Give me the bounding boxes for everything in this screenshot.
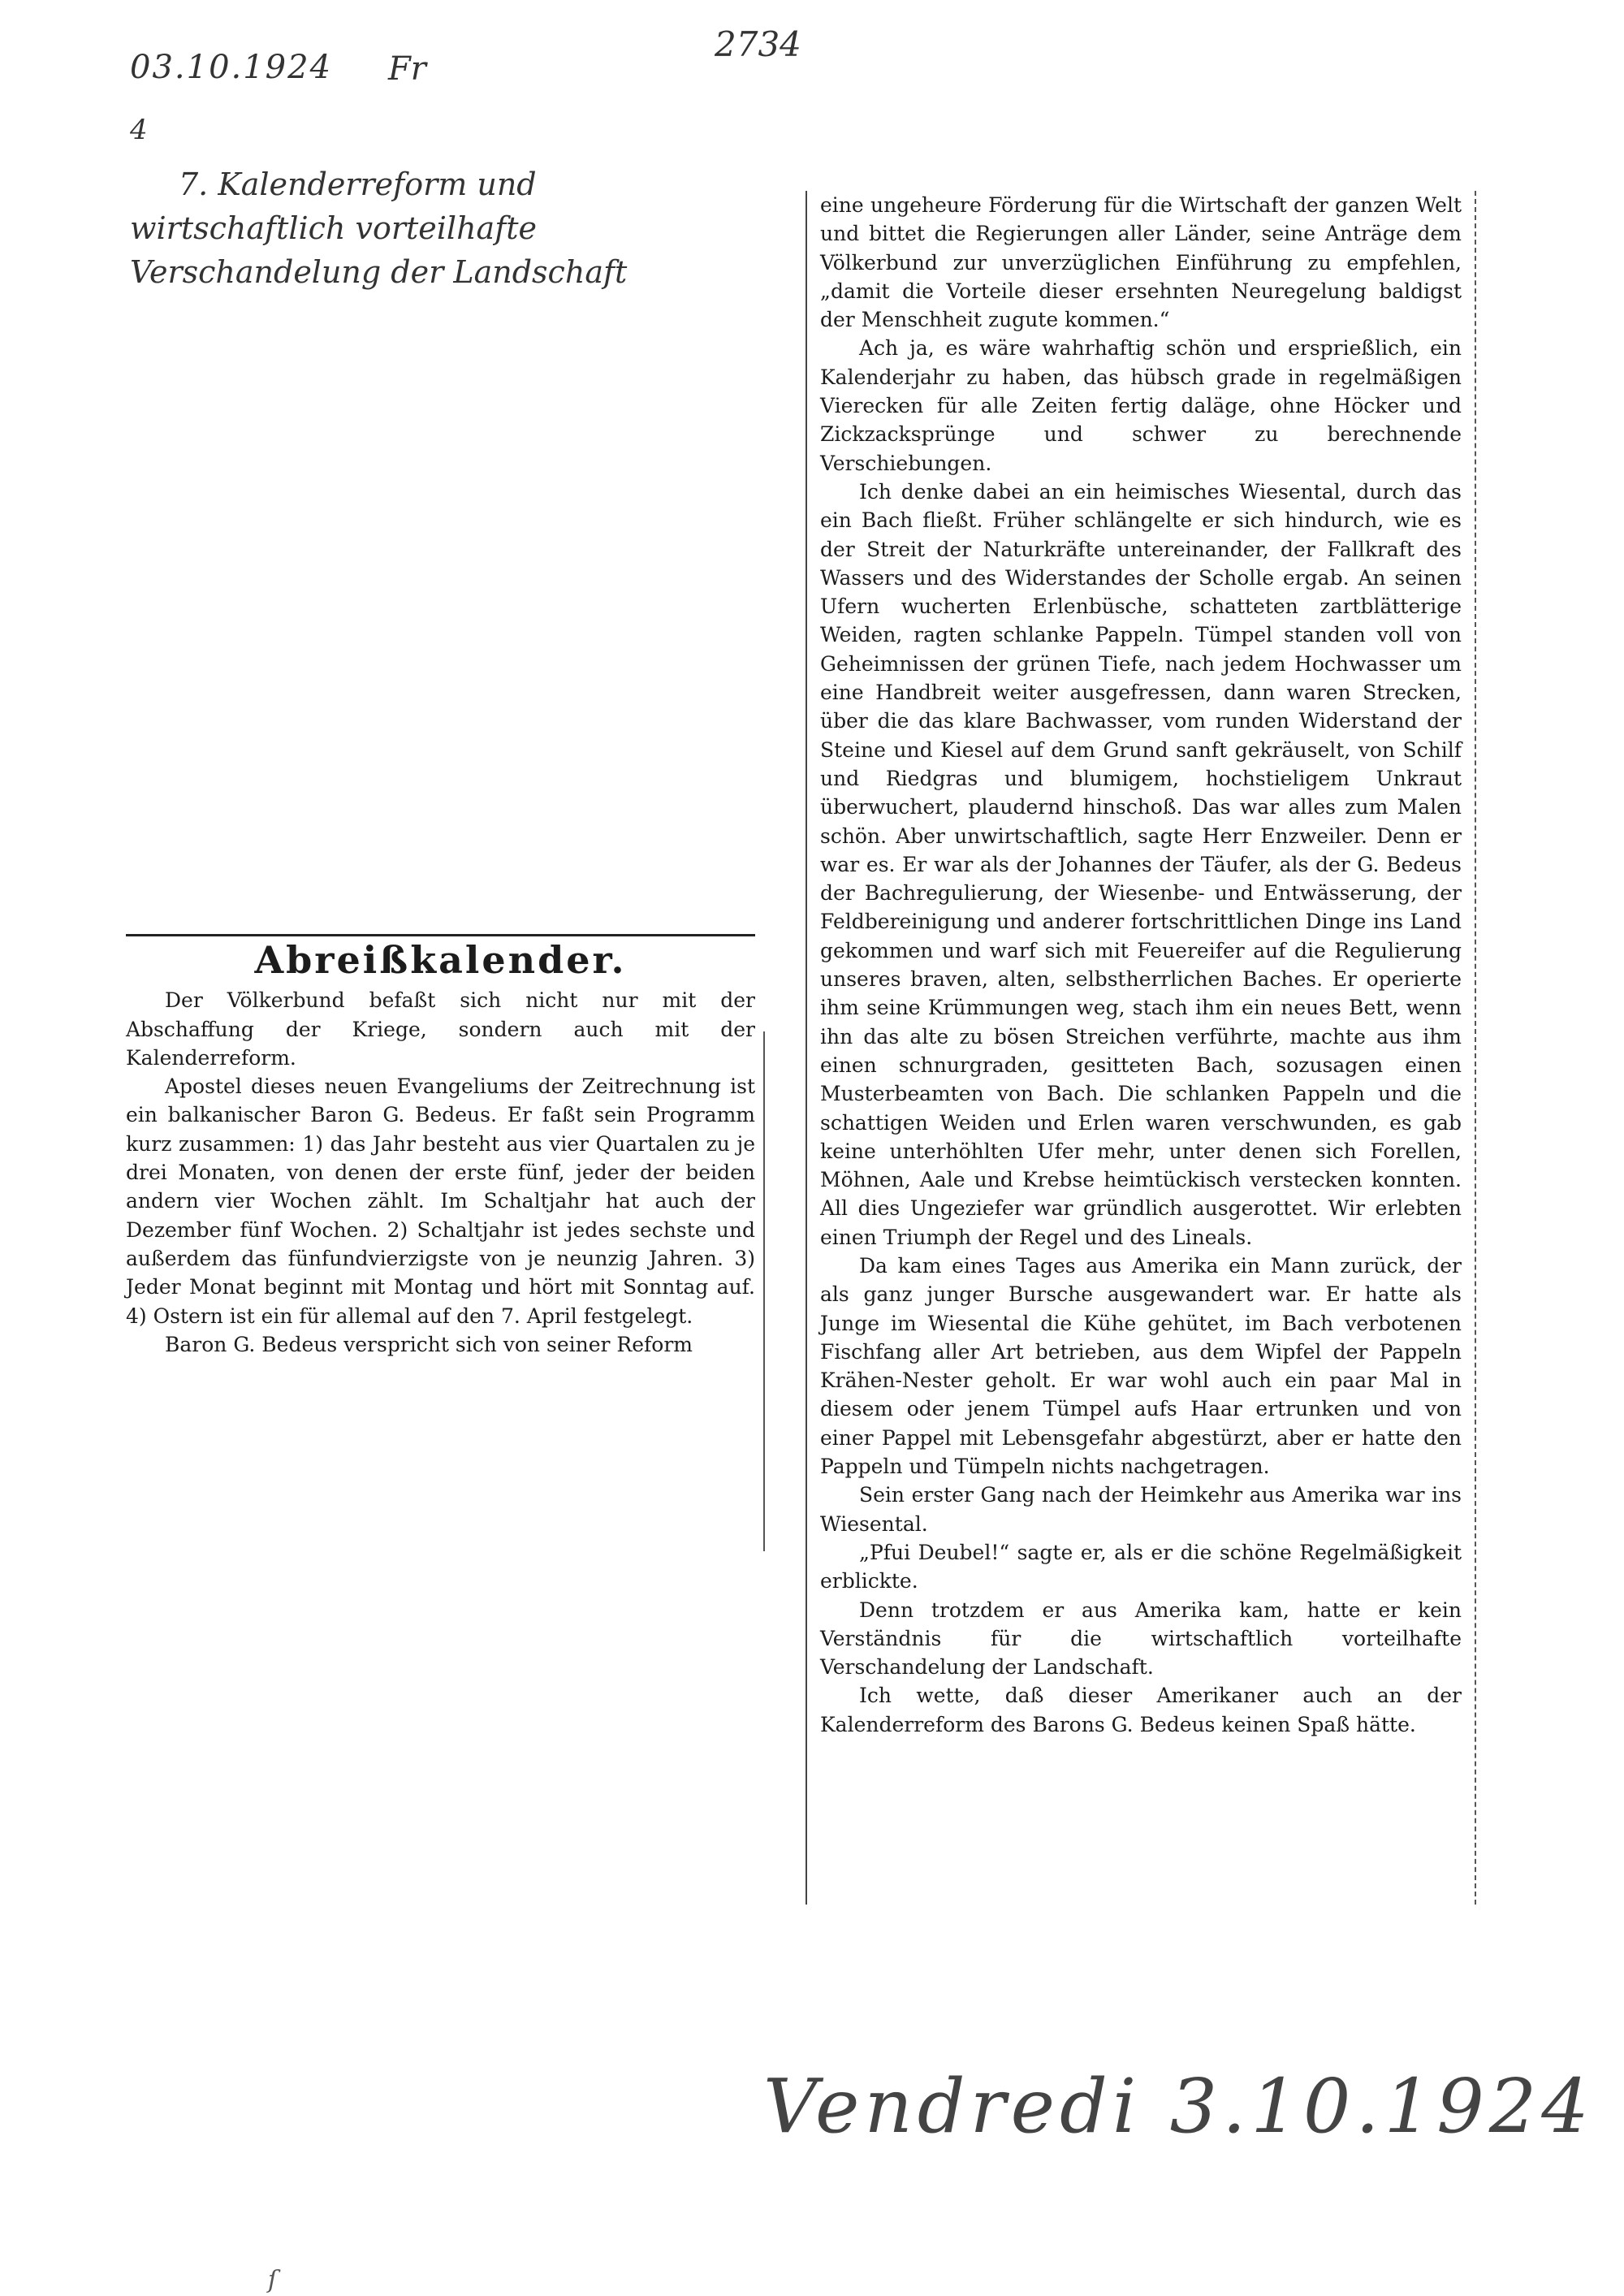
handwritten-date-bottom: Vendredi 3.10.1924 [763,2063,1594,2150]
note-line: wirtschaftlich vorteilhafte [130,210,538,246]
handwritten-date: 03.10.1924 [130,49,333,86]
clipping-edge [806,191,807,1905]
page-number: 2734 [715,24,801,64]
item-number: 4 [130,114,148,146]
column-rule [126,934,755,936]
article-paragraph: Der Völkerbund befaßt sich nicht nur mit der Abschaffung der Kriege, sondern auch mit der Kalenderreform. [126,988,755,1070]
note-line: Verschandelung der Landschaft [130,254,628,290]
article-paragraph: Ach ja, es wäre wahrhaftig schön und ersprießlich, ein Kalenderjahr zu haben, das hübsch grade in regelmäßigen Vierecken für alle Zeiten fertig daläge, ohne Höcker und Zickzacksprünge und schwer zu berechnende Verschiebungen. [820,336,1462,475]
article-paragraph: Ich denke dabei an ein heimisches Wiesental, durch das ein Bach fließt. Früher schlängelte er sich hindurch, wie es der Streit der Naturkräfte untereinander, der Fallkraft des Wassers und des Widerstandes der Scholle ergab. An seinen Ufern wucherten Erlenbüsche, schatteten zartblätterige Weiden, ragten schlanke Pappeln. Tümpel standen voll von Geheimnissen der grünen Tiefe, nach jedem Hochwasser um eine Handbreit weiter ausgefressen, dann waren Strecken, über die das klare Bachwasser, vom runden Widerstand der Steine und Kiesel auf dem Grund sanft gekräuselt, von Schilf und Riedgras und blumigem, hochstieligem Unkraut überwuchert, plaudernd hinschoß. Das war alles zum Malen schön. Aber unwirtschaftlich, sagte Herr Enzweiler. Denn er war es. Er war als der Johannes der Täufer, als der G. Bedeus der Bachregulierung, der Wiesenbe- und Entwässerung, der Feldbereinigung und anderer fortschrittlichen Dinge ins Land gekommen und warf sich mit Feuereifer auf die Regulierung unseres braven, alten, selbstherrlichen Baches. Er operierte ihm seine Krümmungen weg, stach ihm ein neues Bett, wenn ihn das alte zu bösen Streichen verführte, machte aus ihm einen schnurgraden, gesitteten Bach, sozusagen einen Musterbeamten von Bach. Die schlanken Pappeln und die schattigen Weiden und Erlen waren verschwunden, es gab keine unterhöhlten Ufer mehr, unter denen sich Forellen, Möhnen, Aale und Krebse heimtückisch verstecken konnten. All dies Ungeziefer war gründlich ausgerottet. Wir erlebten einen Triumph der Regel und des Lineals. [820,479,1462,1249]
article-paragraph: „Pfui Deubel!“ sagte er, als er die schöne Regelmäßigkeit erblickte. [820,1540,1462,1593]
article-paragraph: Baron G. Bedeus verspricht sich von seiner Reform [165,1332,693,1356]
article-paragraph: Sein erster Gang nach der Heimkehr aus Amerika war ins Wiesental. [820,1483,1462,1536]
clipping-edge [763,1031,765,1551]
article-paragraph: Ich wette, daß dieser Amerikaner auch an der Kalenderreform des Barons G. Bedeus keinen Spaß hätte. [820,1684,1462,1736]
article-paragraph: eine ungeheure Förderung für die Wirtschaft der ganzen Welt und bittet die Regierungen aller Länder, seine Anträge dem Völkerbund zur unverzüglichen Einführung zu empfehlen, „damit die Vorteile dieser ersehnten Neuregelung baldigst der Menschheit zugute kommen.“ [820,193,1462,332]
article-paragraph: Apostel dieses neuen Evangeliums der Zeitrechnung ist ein balkanischer Baron G. Bedeus. Er faßt sein Programm kurz zusammen: 1) das Jahr besteht aus vier Quartalen zu je drei Monaten, von denen der erste fünf, jeder der beiden andern vier Wochen zählt. Im Schaltjahr hat auch der Dezember fünf Wochen. 2) Schaltjahr ist jedes sechste und außerdem das fünfundvierzigste von je neunzig Jahren. 3) Jeder Monat beginnt mit Montag und hört mit Sonntag auf. 4) Ostern ist ein für allemal auf den 7. April festgelegt. [126,1074,755,1328]
article-paragraph: Denn trotzdem er aus Amerika kam, hatte er kein Verständnis für die wirtschaftlich vorteilhafte Verschandelung der Landschaft. [820,1598,1462,1680]
handwritten-initials: Fr [388,50,426,88]
article-left-column [126,934,755,1359]
handwritten-note [130,162,812,294]
stray-pen-mark: ſ [268,2266,278,2294]
article-paragraph: Da kam eines Tages aus Amerika ein Mann zurück, der als ganz junger Bursche ausgewandert war. Er hatte als Junge im Wiesental die Kühe gehütet, im Bach verbotenen Fischfang aller Art betrieben, aus dem Wipfel der Pappeln Krähen-Nester geholt. Er war wohl auch ein paar Mal in diesem oder jenem Tümpel aufs Haar ertrunken und von einer Pappel mit Lebensgefahr abgestürzt, aber er hatte den Pappeln und Tümpeln nichts nachgetragen. [820,1253,1462,1479]
article-right-column [820,191,1462,1739]
article-title: Abreißkalender. [254,938,627,982]
note-line: 7. Kalenderreform und [179,166,537,202]
clipping-edge [1475,191,1476,1905]
